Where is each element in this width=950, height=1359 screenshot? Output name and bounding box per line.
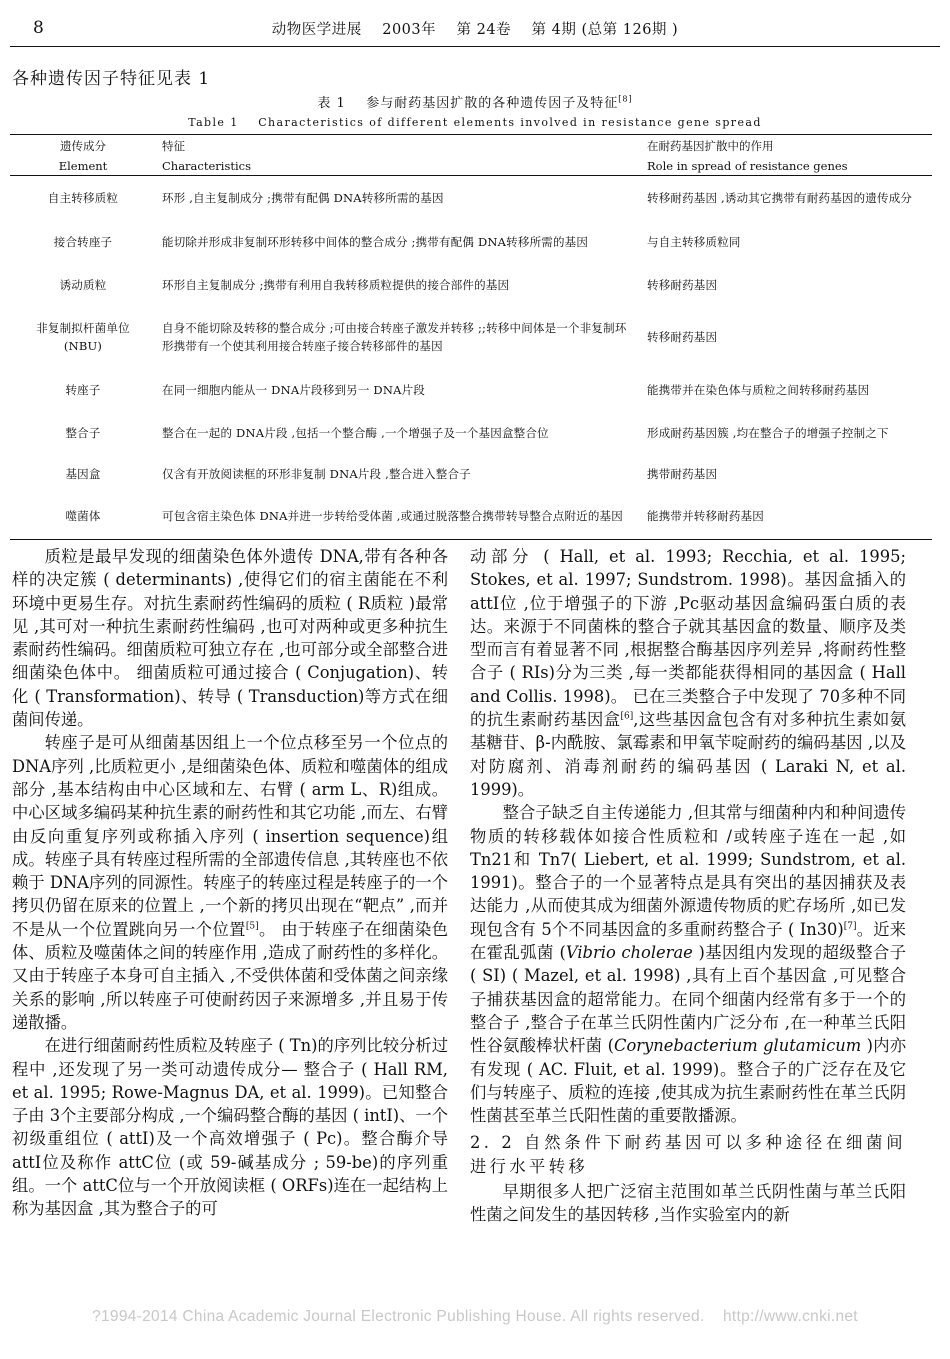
paragraph-text: )内亦有发现 ( AC. Fluit, et al. 1999)。整合子的广泛存在及它们与转座子、质粒的连接 ,使其成为抗生素耐药性在革兰氏阴性菌甚至革兰氏阳性菌的重要散播源。 bbox=[470, 1036, 907, 1126]
table-row bbox=[10, 264, 932, 306]
running-head: 动物医学进展 2003年 第 24卷 第 4期 (总第 126期 ) bbox=[271, 22, 679, 38]
table-caption-en: Table 1 Characteristics of different elements involved in resistance gene spread bbox=[188, 116, 762, 129]
table-caption-cn-text: 表 1 参与耐药基因扩散的各种遗传因子及特征 bbox=[317, 96, 619, 111]
page-number: 8 bbox=[33, 18, 44, 38]
paragraph-integron-transfer bbox=[470, 801, 906, 1127]
row-role: 与自主转移质粒同 bbox=[647, 234, 741, 249]
row-element: 自主转移质粒 bbox=[47, 190, 119, 205]
paragraph-gene-cassettes bbox=[470, 545, 906, 801]
table-row bbox=[10, 494, 932, 540]
row-role: 形成耐药基因簇 ,均在整合子的增强子控制之下 bbox=[647, 425, 889, 440]
paragraph-text: 整合子缺乏自主传递能力 ,但其常与细菌种内和种间遗传物质的转移载体如接合性质粒和 /或转座子连在一起 ,如 Tn21和 Tn7( Liebert, et al. 1999; Sundstrom, et al. 1991)。整合子的一个显著特点是具有突出的基因捕获及表达能力 ,从而使其成为细菌外源遗传物质的贮存场所 ,如已发现包含有 5个不同基因盒的多重耐药整合子 ( In30) bbox=[470, 803, 906, 939]
header-role-en: Role in spread of resistance genes bbox=[641, 155, 932, 176]
intro-heading: 各种遗传因子特征见表 1 bbox=[12, 69, 211, 89]
citation-ref: [6] bbox=[620, 711, 634, 722]
table-row bbox=[10, 412, 932, 454]
header-role-cn: 在耐药基因扩散中的作用 bbox=[641, 135, 932, 156]
paragraph-text: ,这些基因盒包含有对多种抗生素如氨基糖苷、β-内酰胺、氯霉素和甲氧苄啶耐药的编码基因 ,以及对防腐剂、消毒剂耐药的编码基因 ( Laraki N, et al. 1999)。 bbox=[470, 710, 906, 799]
paragraph-plasmids: 质粒是最早发现的细菌染色体外遗传 DNA,带有各种各样的决定簇 ( determinants) ,使得它们的宿主菌能在不利环境中更易生存。对抗生素耐药性编码的质粒 ( R质粒 )最常见 ,其可对一种抗生素耐药性编码 ,也可对两种或更多种抗生素耐药性编码。细菌质粒可独立存在 ,也可部分或全部整合进细菌染色体中。 细菌质粒可通过接合 ( Conjugation)、转化 ( Transformation)、转导 ( Transduction)等方式在细菌间传递。 bbox=[12, 547, 448, 730]
row-characteristics: 可包含宿主染色体 DNA并进一步转给受体菌 ,或通过脱落整合携带转导整合点附近的基因 bbox=[156, 494, 641, 540]
body-right-column bbox=[470, 545, 906, 1227]
paragraph-text: 动部分 ( Hall, et al. 1993; Recchia, et al. 1995; Stokes, et al. 1997; Sundstrom. 1998)。基因盒插入的 attI位 ,位于增强子的下游 ,Pc驱动基因盒编码蛋白质的表达。来源于不同菌株的整合子就其基因盒的数量、顺序及类型而言有着显著不同 ,根据整合酶基因序列差异 ,将耐药性整合子 ( RIs)分为三类 ,每一类都能获得相同的基因盒 ( Hall and Collis. 1998)。 已在三类整合子中发现了 70多种不同的抗生素耐药基因盒 bbox=[470, 547, 906, 730]
paragraph-horizontal-transfer: 早期很多人把广泛宿主范围如革兰氏阴性菌与革兰氏阳性菌之间发生的基因转移 ,当作实验室内的新 bbox=[470, 1182, 906, 1225]
row-element: 噬菌体 bbox=[10, 494, 156, 540]
table-row bbox=[10, 368, 932, 412]
body-left-column bbox=[12, 545, 448, 1221]
table-row bbox=[10, 176, 932, 220]
table-caption-cn bbox=[0, 92, 950, 111]
row-element: 非复制拟杆菌单位 (NBU) bbox=[36, 320, 130, 353]
row-element: 基因盒 bbox=[65, 466, 101, 481]
paragraph-text: 转座子是可从细菌基因组上一个位点移至另一个位点的 DNA序列 ,比质粒更小 ,是细菌染色体、质粒和噬菌体的组成部分 ,基本结构由中心区域和左、右臂 ( arm L、R)组成。中心区域多编码某种抗生素的耐药性和其它功能 ,而左、右臂由反向重复序列或称插入序列 ( insertion sequence)组成。转座子具有转座过程所需的全部遗传信息 ,其转座也不依赖于 DNA序列的同源性。转座子的转座过程是转座子的一个拷贝仍留在原来的位置上 ,一个新的拷贝出现在“靶点” ,而并不是从一个位置跳向另一个位置 bbox=[12, 733, 448, 939]
section-heading: 2. 2 自然条件下耐药基因可以多种途径在细菌间进行水平转移 bbox=[470, 1133, 906, 1176]
resistance-elements-table bbox=[10, 134, 932, 540]
paragraph-text: )基因组内发现的超级整合子 ( SI) ( Mazel, et al. 1998) ,具有上百个基因盒 ,可见整合子捕获基因盒的超常能力。在同个细菌内经常有多于一个的整合子 ,整合子在革兰氏阴性菌内广泛分布 ,在一种革兰氏阳性谷氨酸棒状杆菌 ( bbox=[470, 943, 907, 1056]
paragraph-integrons: 在进行细菌耐药性质粒及转座子 ( Tn)的序列比较分析过程中 ,还发现了另一类可动遗传成分— 整合子 ( Hall RM, et al. 1995; Rowe-Magnus DA, et al. 1999)。已知整合子由 3个主要部分构成 ,一个编码整合酶的基因 ( intI)、一个初级重组位 ( attI)及一个高效增强子 ( Pc)。整合酶介导 attI位及称作 attC位 (或 59-碱基成分 ; 59-be)的序列重组。一个 attC位与一个开放阅读框 ( ORFs)连在一起结构上称为基因盒 ,其为整合子的可 bbox=[12, 1036, 448, 1219]
table-row bbox=[10, 220, 932, 264]
table-row bbox=[10, 454, 932, 494]
row-element: 接合转座子 bbox=[53, 234, 113, 249]
header-characteristics-cn: 特征 bbox=[156, 135, 641, 156]
row-role: 转移耐药基因 ,诱动其它携带有耐药基因的遗传成分 bbox=[647, 190, 913, 205]
copyright-footer: ?1994-2014 China Academic Journal Electronic Publishing House. All rights reserved. http://www.cnki.net bbox=[92, 1308, 858, 1325]
species-name: Vibrio cholerae bbox=[565, 943, 693, 963]
row-characteristics: 自身不能切除及转移的整合成分 ;可由接合转座子激发并转移 ;;转移中间体是一个非复制环形携带有一个使其利用接合转座子接合转移部件的基因 bbox=[162, 320, 627, 353]
row-role: 转移耐药基因 bbox=[647, 277, 718, 292]
row-role: 能携带并转移耐药基因 bbox=[641, 494, 932, 540]
row-characteristics: 能切除并形成非复制环形转移中间体的整合成分 ;携带有配偶 DNA转移所需的基因 bbox=[162, 234, 589, 249]
row-characteristics: 整合在一起的 DNA片段 ,包括一个整合酶 ,一个增强子及一个基因盒整合位 bbox=[162, 425, 549, 440]
header-rule bbox=[10, 46, 940, 47]
paragraph-text: 。近来在霍乱弧菌 ( bbox=[470, 919, 906, 963]
table-caption-ref: [8] bbox=[618, 94, 633, 104]
row-role: 能携带并在染色体与质粒之间转移耐药基因 bbox=[647, 382, 870, 397]
row-characteristics: 仅含有开放阅读框的环形非复制 DNA片段 ,整合进入整合子 bbox=[162, 466, 471, 481]
row-characteristics: 环形 ,自主复制成分 ;携带有配偶 DNA转移所需的基因 bbox=[162, 190, 444, 205]
row-role: 转移耐药基因 bbox=[647, 329, 718, 344]
row-role: 携带耐药基因 bbox=[647, 466, 718, 481]
row-characteristics: 环形自主复制成分 ;携带有利用自我转移质粒提供的接合部件的基因 bbox=[162, 277, 510, 292]
header-element-en: Element bbox=[10, 155, 156, 176]
header-element-cn: 遗传成分 bbox=[10, 135, 156, 156]
header-characteristics-en: Characteristics bbox=[156, 155, 641, 176]
paragraph-transposons bbox=[12, 731, 448, 1034]
row-element: 整合子 bbox=[65, 425, 101, 440]
table-row bbox=[10, 306, 932, 368]
row-element: 转座子 bbox=[65, 382, 101, 397]
row-characteristics: 在同一细胞内能从一 DNA片段移到另一 DNA片段 bbox=[162, 382, 425, 397]
citation-ref: [7] bbox=[843, 921, 857, 932]
citation-ref: [5] bbox=[245, 921, 259, 932]
paragraph-text: 。 由于转座子在细菌染色体、质粒及噬菌体之间的转座作用 ,造成了耐药性的多样化。又由于转座子本身可自主插入 ,不受供体菌和受体菌之间亲缘关系的影响 ,所以转座子可使耐药因子来源增多 ,并且易于传递散播。 bbox=[12, 919, 448, 1032]
species-name: Corynebacterium glutamicum bbox=[614, 1036, 862, 1056]
row-element: 诱动质粒 bbox=[59, 277, 107, 292]
